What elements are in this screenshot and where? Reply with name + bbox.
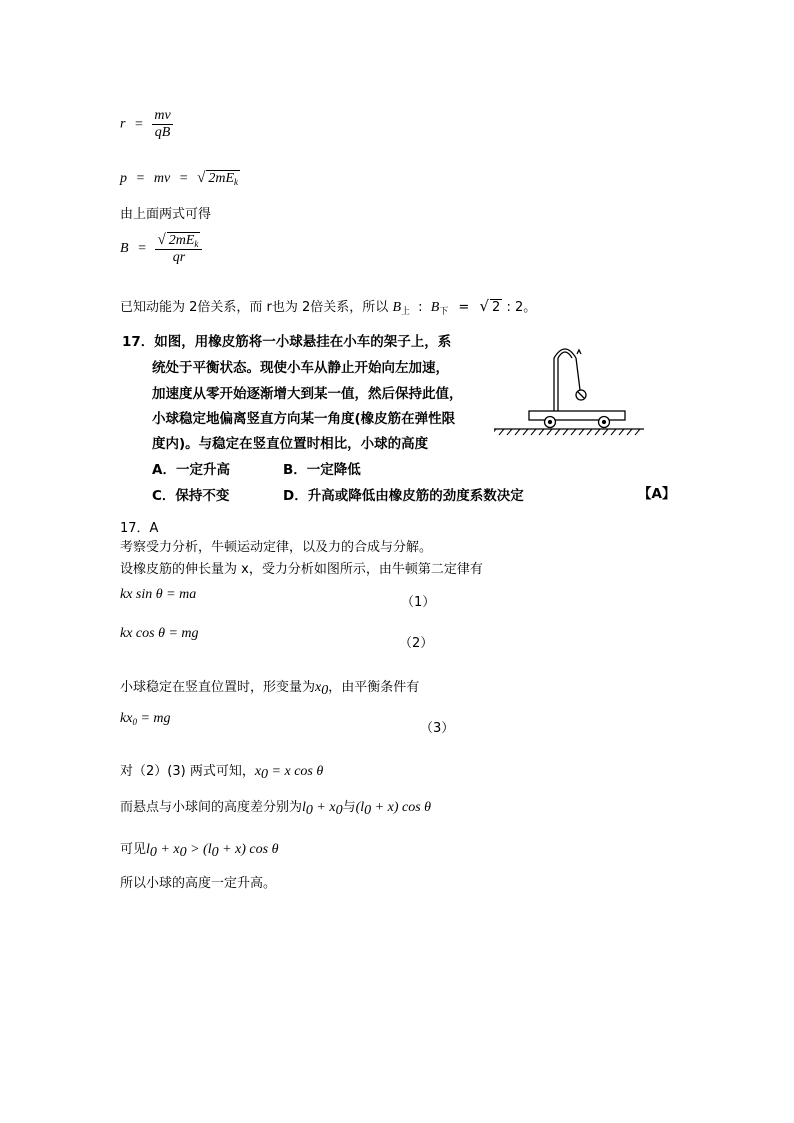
known-prefix: 已知动能为 2倍关系，而 r也为 2倍关系，所以: [120, 300, 389, 315]
solution-visible: [120, 838, 278, 861]
compare-prefix: 对（2）(3) 两式可知，: [120, 764, 255, 779]
eq-B-denominator: qr: [172, 250, 186, 265]
sqrt-icon: √: [479, 297, 490, 315]
solution-setup: 设橡皮筋的伸长量为 x，受力分析如图所示，由牛顿第二定律有: [120, 562, 483, 577]
compare-rhs: = x cos θ: [268, 764, 324, 779]
height-prefix: 而悬点与小球间的高度差分别为: [120, 800, 303, 815]
problem-line-4: 小球稳定地偏离竖直方向某一角度(橡皮筋在弹性限: [152, 411, 456, 427]
equation-3-number: （3）: [420, 721, 455, 736]
equation-1: kx sin θ = ma: [120, 587, 197, 602]
equation-1-number: （1）: [401, 595, 436, 610]
height-b: (l: [355, 800, 365, 815]
vertical-prefix: 小球稳定在竖直位置时，形变量为: [120, 680, 316, 695]
problem-line-2: 统处于平衡状态。现使小车从静止开始向左加速，: [152, 360, 449, 376]
height-a-tail-sub: 0: [335, 803, 343, 818]
vertical-var: x: [315, 680, 322, 695]
height-b-sub: 0: [364, 803, 372, 818]
equation-2-number: （2）: [399, 636, 434, 651]
solution-height: [120, 796, 431, 819]
visible-gt: > (l: [186, 842, 212, 857]
equation-p: [120, 170, 240, 187]
compare-x: x: [254, 764, 262, 779]
known-radicand: 2: [492, 300, 501, 315]
eq-B-equals: =: [138, 241, 146, 257]
text-from-above: 由上面两式可得: [120, 207, 212, 222]
answer-bracket: 【A】: [638, 486, 676, 502]
known-B1: B: [392, 300, 401, 315]
option-c: C．保持不变: [152, 488, 230, 504]
compare-sub: 0: [261, 767, 269, 782]
known-sub-up: 上: [401, 307, 411, 317]
equation-2: kx cos θ = mg: [120, 626, 199, 641]
eq-B-fraction: [155, 232, 202, 266]
problem-line-5: 度内)。与稳定在竖直位置时相比，小球的高度: [152, 436, 429, 452]
eq-p-sub: k: [234, 177, 239, 187]
solution-compare: [120, 760, 323, 783]
option-b: B．一定降低: [283, 462, 361, 478]
height-b-tail: + x) cos θ: [371, 800, 432, 815]
eq-p-mid: mv: [153, 171, 171, 186]
solution-vertical: [120, 676, 419, 699]
known-B2: B: [430, 300, 440, 315]
option-a: A．一定升高: [152, 462, 230, 478]
vertical-suffix: ，由平衡条件有: [328, 680, 420, 695]
eq-p-radicand: 2mE: [208, 171, 235, 186]
known-colon: :: [418, 300, 423, 315]
solution-topic: 考察受力分析，牛顿运动定律，以及力的合成与分解。: [120, 540, 433, 555]
eq-B-radicand: 2mE: [168, 233, 195, 248]
eq-p-lhs: p: [120, 171, 127, 186]
visible-l-sub: 0: [149, 845, 157, 860]
height-mid: 与: [342, 800, 356, 815]
visible-x-sub: 0: [179, 845, 187, 860]
visible-prefix: 可见: [120, 842, 147, 857]
eq3-sub: 0: [132, 717, 137, 727]
height-a-tail: + x: [312, 800, 336, 815]
sqrt-icon: √: [157, 232, 166, 248]
equation-B: [120, 232, 202, 266]
eq3-lhs: kx: [120, 711, 133, 726]
visible-l: l: [146, 842, 150, 857]
known-sub-down: 下: [439, 307, 449, 317]
eq-r-numerator: mv: [154, 108, 171, 123]
eq-r-denominator: qB: [154, 125, 171, 140]
eq-p-equals-1: =: [136, 171, 145, 186]
problem-line-3: 加速度从零开始逐渐增大到某一值，然后保持此值，: [152, 386, 463, 402]
text-known-relation: [120, 296, 536, 317]
eq-B-sub: k: [194, 239, 199, 249]
known-end: 。: [523, 300, 537, 315]
visible-tail: + x) cos θ: [218, 842, 279, 857]
visible-b-sub: 0: [211, 845, 219, 860]
sqrt-icon: √: [197, 170, 206, 186]
known-equals: =: [458, 300, 470, 315]
height-a: l: [302, 800, 306, 815]
known-tail: : 2: [506, 300, 524, 315]
eq-r-fraction: [152, 108, 172, 141]
equation-r: [120, 108, 173, 141]
eq-r-lhs: r: [120, 116, 126, 132]
option-d: D．升高或降低由橡皮筋的劲度系数决定: [283, 488, 524, 504]
vertical-var-sub: 0: [321, 683, 329, 698]
problem-line-1: 17．如图，用橡皮筋将一小球悬挂在小车的架子上，系: [122, 334, 452, 350]
eq3-rhs: = mg: [136, 711, 171, 726]
equation-3: [120, 711, 171, 727]
eq-r-equals: =: [134, 116, 143, 132]
eq-B-lhs: B: [120, 241, 129, 257]
eq-p-equals-2: =: [179, 171, 188, 186]
height-a-sub: 0: [305, 803, 313, 818]
visible-x: + x: [156, 842, 180, 857]
solution-conclusion: 所以小球的高度一定升高。: [120, 876, 277, 891]
solution-answer: 17．A: [120, 521, 159, 536]
cart-pendulum-figure: [494, 340, 684, 440]
